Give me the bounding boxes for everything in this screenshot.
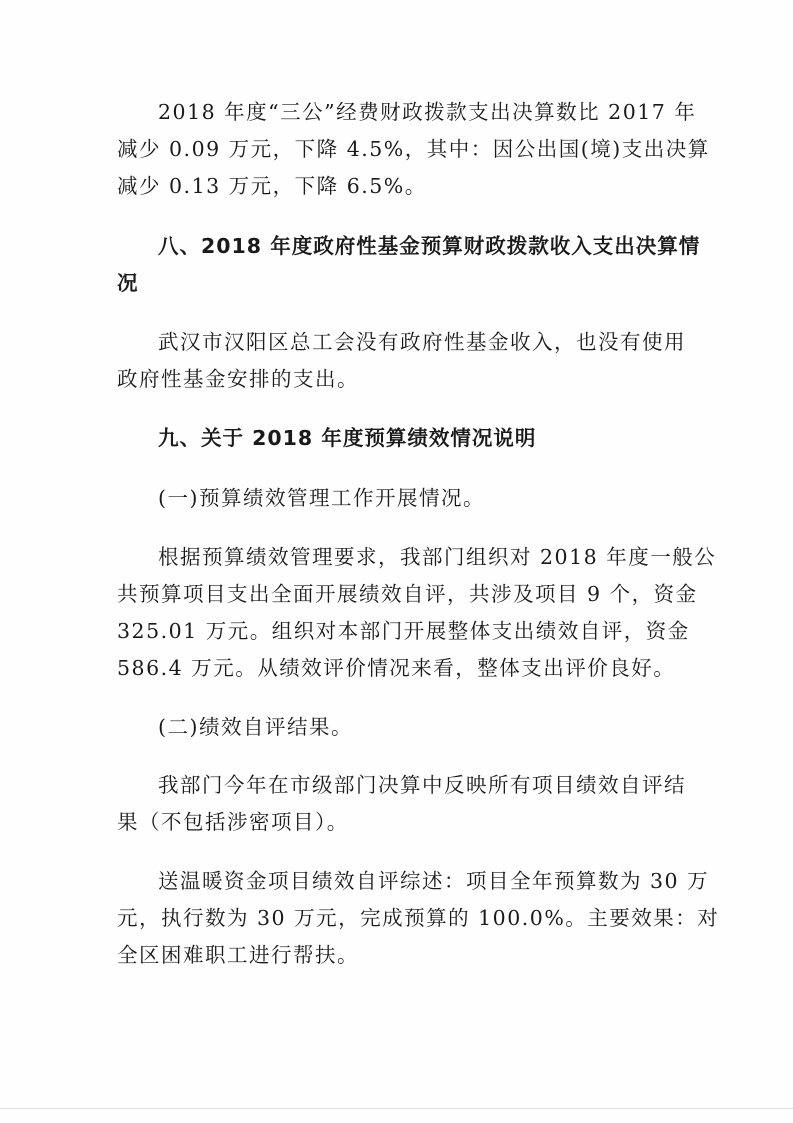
text-line: 586.4 万元。从绩效评价情况来看，整体支出评价良好。 <box>117 656 676 680</box>
heading-line: 九、关于 2018 年度预算绩效情况说明 <box>158 426 537 450</box>
paragraph-warmth-fund-summary <box>117 863 720 974</box>
text-line: 元，执行数为 30 万元，完成预算的 100.0%。主要效果：对 <box>117 906 720 930</box>
text-line: 果（不包括涉密项目）。 <box>117 810 349 834</box>
section-heading-8 <box>117 228 701 302</box>
text-line: 我部门今年在市级部门决算中反映所有项目绩效自评结 <box>158 773 686 797</box>
text-line: 减少 0.13 万元，下降 6.5%。 <box>117 174 427 198</box>
paragraph-three-public-expenses <box>117 94 710 205</box>
text-line: 政府性基金安排的支出。 <box>117 367 359 391</box>
subheading-performance-management <box>117 480 677 517</box>
scan-bottom-edge <box>0 1108 793 1109</box>
paragraph-government-fund <box>117 324 686 398</box>
heading-line: 况 <box>117 271 139 295</box>
text-line: 325.01 万元。组织对本部门开展整体支出绩效自评，资金 <box>117 619 690 643</box>
text-line: 共预算项目支出全面开展绩效自评，共涉及项目 9 个，资金 <box>117 582 698 606</box>
heading-line: 八、2018 年度政府性基金预算财政拨款收入支出决算情 <box>158 234 701 258</box>
paragraph-performance-evaluation <box>117 539 717 687</box>
text-line: (一)预算绩效管理工作开展情况。 <box>158 486 485 510</box>
section-heading-9 <box>117 420 677 457</box>
text-line: 根据预算绩效管理要求，我部门组织对 2018 年度一般公 <box>158 545 717 569</box>
paragraph-results-scope <box>117 767 686 841</box>
text-line: 全区困难职工进行帮扶。 <box>117 943 359 967</box>
subheading-self-evaluation-results <box>117 709 677 746</box>
text-line: 武汉市汉阳区总工会没有政府性基金收入，也没有使用 <box>158 330 686 354</box>
text-line: 送温暖资金项目绩效自评综述：项目全年预算数为 30 万 <box>158 869 710 893</box>
text-line: 2018 年度“三公”经费财政拨款支出决算数比 2017 年 <box>158 100 697 124</box>
text-line: (二)绩效自评结果。 <box>158 715 353 739</box>
text-line: 减少 0.09 万元，下降 4.5%，其中：因公出国(境)支出决算 <box>117 137 710 161</box>
